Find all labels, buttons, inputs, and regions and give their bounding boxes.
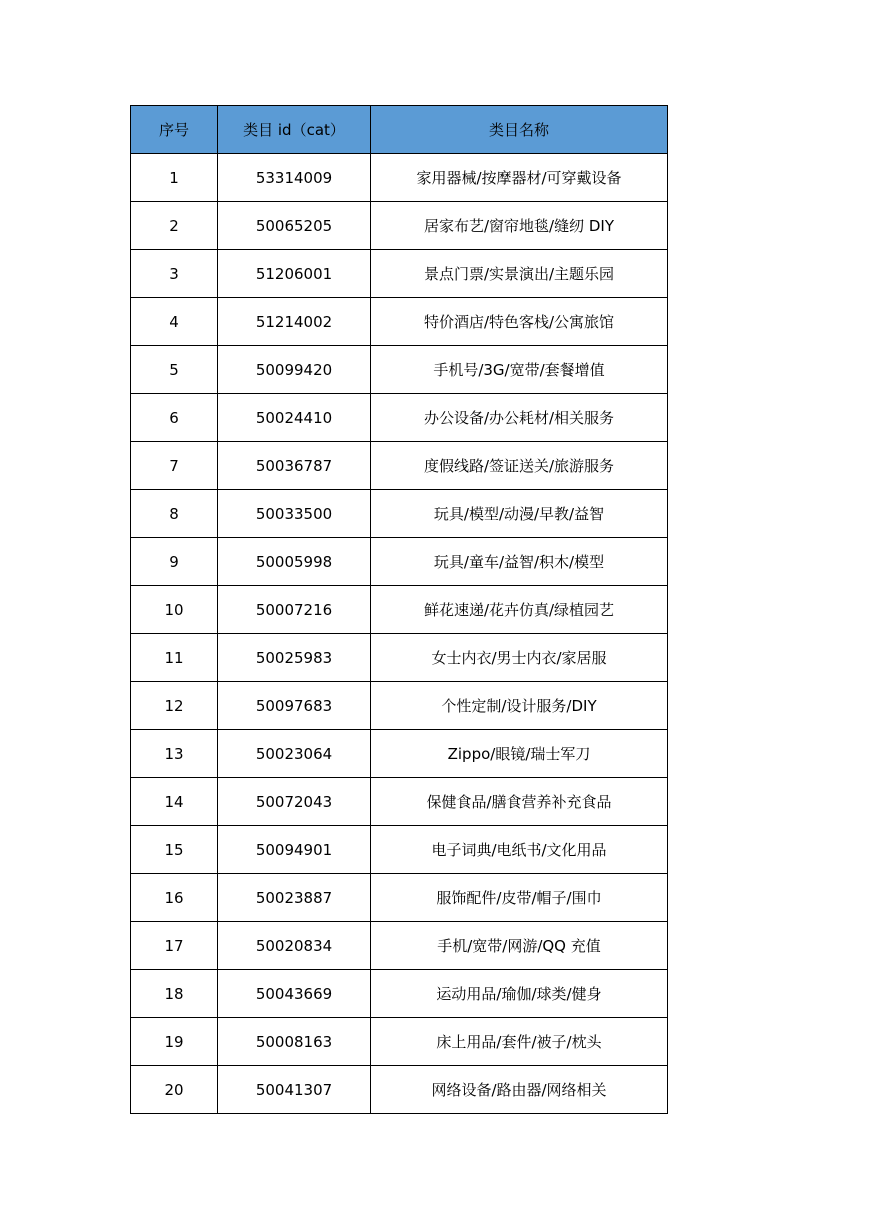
- row-category-name-cell: 床上用品/套件/被子/枕头: [371, 1018, 668, 1066]
- category-table: [130, 105, 668, 1114]
- row-category-name-cell: Zippo/眼镜/瑞士军刀: [371, 730, 668, 778]
- row-cat-id-cell: 53314009: [218, 154, 371, 202]
- row-index-cell: 4: [131, 298, 218, 346]
- table-row: [131, 922, 668, 970]
- row-cat-id-cell: 50036787: [218, 442, 371, 490]
- header-cat-id: 类目 id（cat）: [218, 106, 371, 154]
- row-cat-id-cell: 50023064: [218, 730, 371, 778]
- table-row: [131, 970, 668, 1018]
- row-cat-id-cell: 51214002: [218, 298, 371, 346]
- row-category-name-cell: 家用器械/按摩器材/可穿戴设备: [371, 154, 668, 202]
- header-category-name: 类目名称: [371, 106, 668, 154]
- table-row: [131, 778, 668, 826]
- table-row: [131, 154, 668, 202]
- row-cat-id-cell: 50008163: [218, 1018, 371, 1066]
- row-index-cell: 15: [131, 826, 218, 874]
- row-index-cell: 17: [131, 922, 218, 970]
- row-category-name-cell: 玩具/模型/动漫/早教/益智: [371, 490, 668, 538]
- row-cat-id-cell: 50041307: [218, 1066, 371, 1114]
- row-cat-id-cell: 50007216: [218, 586, 371, 634]
- table-row: [131, 490, 668, 538]
- row-category-name-cell: 网络设备/路由器/网络相关: [371, 1066, 668, 1114]
- row-index-cell: 5: [131, 346, 218, 394]
- row-index-cell: 10: [131, 586, 218, 634]
- row-category-name-cell: 特价酒店/特色客栈/公寓旅馆: [371, 298, 668, 346]
- table-row: [131, 634, 668, 682]
- row-cat-id-cell: 50024410: [218, 394, 371, 442]
- row-cat-id-cell: 50065205: [218, 202, 371, 250]
- table-row: [131, 250, 668, 298]
- row-cat-id-cell: 50023887: [218, 874, 371, 922]
- header-row: [131, 106, 668, 154]
- row-category-name-cell: 运动用品/瑜伽/球类/健身: [371, 970, 668, 1018]
- row-category-name-cell: 个性定制/设计服务/DIY: [371, 682, 668, 730]
- row-index-cell: 19: [131, 1018, 218, 1066]
- row-category-name-cell: 景点门票/实景演出/主题乐园: [371, 250, 668, 298]
- table-row: [131, 1018, 668, 1066]
- row-index-cell: 14: [131, 778, 218, 826]
- row-index-cell: 11: [131, 634, 218, 682]
- row-index-cell: 20: [131, 1066, 218, 1114]
- row-index-cell: 6: [131, 394, 218, 442]
- row-cat-id-cell: 51206001: [218, 250, 371, 298]
- row-cat-id-cell: 50025983: [218, 634, 371, 682]
- table-row: [131, 826, 668, 874]
- row-category-name-cell: 电子词典/电纸书/文化用品: [371, 826, 668, 874]
- table-row: [131, 682, 668, 730]
- table-row: [131, 1066, 668, 1114]
- table-row: [131, 586, 668, 634]
- row-index-cell: 2: [131, 202, 218, 250]
- row-cat-id-cell: 50094901: [218, 826, 371, 874]
- table-row: [131, 538, 668, 586]
- table-row: [131, 298, 668, 346]
- row-category-name-cell: 女士内衣/男士内衣/家居服: [371, 634, 668, 682]
- row-cat-id-cell: 50020834: [218, 922, 371, 970]
- row-cat-id-cell: 50099420: [218, 346, 371, 394]
- table-row: [131, 442, 668, 490]
- table-row: [131, 394, 668, 442]
- table-body: [131, 154, 668, 1114]
- table-header: [131, 106, 668, 154]
- row-index-cell: 9: [131, 538, 218, 586]
- row-cat-id-cell: 50097683: [218, 682, 371, 730]
- table-row: [131, 346, 668, 394]
- row-category-name-cell: 居家布艺/窗帘地毯/缝纫 DIY: [371, 202, 668, 250]
- row-index-cell: 1: [131, 154, 218, 202]
- row-index-cell: 7: [131, 442, 218, 490]
- category-table-container: [130, 105, 667, 1114]
- row-index-cell: 3: [131, 250, 218, 298]
- row-cat-id-cell: 50005998: [218, 538, 371, 586]
- table-row: [131, 874, 668, 922]
- row-index-cell: 13: [131, 730, 218, 778]
- row-category-name-cell: 手机号/3G/宽带/套餐增值: [371, 346, 668, 394]
- row-category-name-cell: 保健食品/膳食营养补充食品: [371, 778, 668, 826]
- row-category-name-cell: 度假线路/签证送关/旅游服务: [371, 442, 668, 490]
- row-cat-id-cell: 50033500: [218, 490, 371, 538]
- row-category-name-cell: 玩具/童车/益智/积木/模型: [371, 538, 668, 586]
- row-cat-id-cell: 50043669: [218, 970, 371, 1018]
- row-index-cell: 12: [131, 682, 218, 730]
- row-index-cell: 16: [131, 874, 218, 922]
- table-row: [131, 202, 668, 250]
- header-index: 序号: [131, 106, 218, 154]
- row-category-name-cell: 服饰配件/皮带/帽子/围巾: [371, 874, 668, 922]
- table-row: [131, 730, 668, 778]
- row-cat-id-cell: 50072043: [218, 778, 371, 826]
- row-index-cell: 8: [131, 490, 218, 538]
- row-index-cell: 18: [131, 970, 218, 1018]
- row-category-name-cell: 办公设备/办公耗材/相关服务: [371, 394, 668, 442]
- row-category-name-cell: 手机/宽带/网游/QQ 充值: [371, 922, 668, 970]
- row-category-name-cell: 鲜花速递/花卉仿真/绿植园艺: [371, 586, 668, 634]
